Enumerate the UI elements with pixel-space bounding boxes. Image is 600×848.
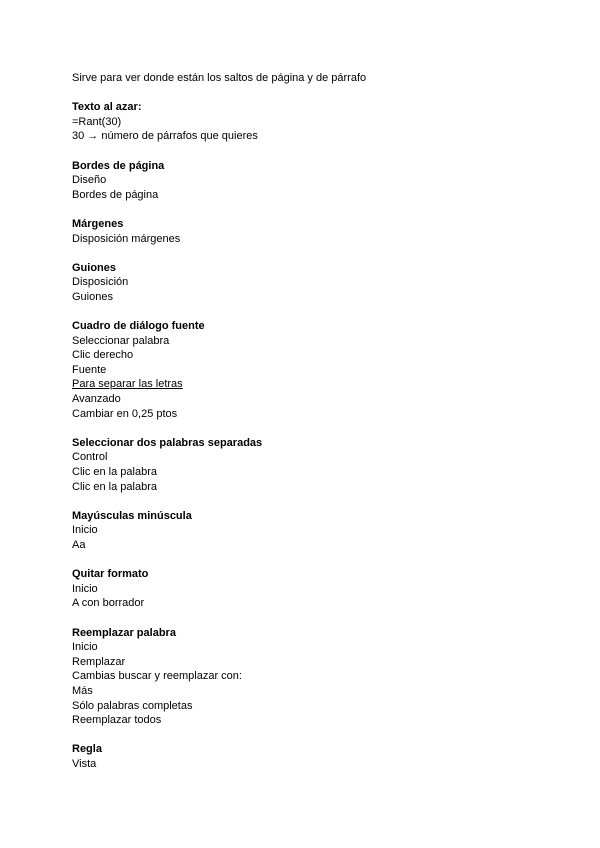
section-line: Inicio (72, 524, 98, 537)
section-heading: Bordes de página (72, 159, 165, 172)
section-regla (72, 742, 542, 771)
section-line: Más (72, 684, 93, 697)
section-heading: Seleccionar dos palabras separadas (72, 436, 263, 449)
section-seleccionar-dos-palabras (72, 436, 542, 494)
section-line: Remplazar (72, 655, 126, 668)
section-cuadro-dialogo-fuente (72, 319, 542, 421)
section-line: Inicio (72, 582, 98, 595)
document-page (72, 71, 542, 772)
section-line: Reemplazar todos (72, 714, 162, 727)
section-line: Bordes de página (72, 188, 159, 201)
section-heading: Quitar formato (72, 568, 149, 581)
section-line: Sólo palabras completas (72, 699, 193, 712)
section-margenes (72, 217, 542, 246)
underlined-line: Para separar las letras (72, 378, 183, 391)
section-line: Clic en la palabra (72, 466, 157, 479)
section-line: Clic derecho (72, 349, 134, 362)
section-guiones (72, 261, 542, 305)
section-line: Fuente (72, 363, 107, 376)
section-line: Avanzado (72, 393, 121, 406)
section-quitar-formato (72, 567, 542, 611)
section-line: Control (72, 451, 108, 464)
section-line: Disposición márgenes (72, 232, 181, 245)
section-heading: Mayúsculas minúscula (72, 509, 192, 522)
section-line: Aa (72, 539, 86, 551)
section-line: A con borrador (72, 597, 145, 610)
section-line: Vista (72, 757, 97, 770)
section-line: Seleccionar palabra (72, 334, 170, 347)
section-reemplazar-palabra (72, 626, 542, 728)
section-heading: Márgenes (72, 217, 124, 230)
intro-text: Sirve para ver donde están los saltos de página y de párrafo (72, 72, 367, 84)
section-line: 30 → número de párrafos que quieres (72, 130, 258, 143)
section-line: Cambiar en 0,25 ptos (72, 407, 178, 420)
section-bordes-de-pagina (72, 159, 542, 203)
section-texto-al-azar (72, 100, 542, 144)
section-line: Clic en la palabra (72, 480, 157, 493)
section-line: =Rant(30) (72, 115, 122, 128)
section-line: Diseño (72, 174, 107, 187)
section-heading: Regla (72, 743, 102, 756)
section-line: Guiones (72, 290, 113, 303)
section-heading: Guiones (72, 261, 117, 274)
section-heading: Cuadro de diálogo fuente (72, 320, 205, 333)
section-line: Inicio (72, 641, 98, 654)
section-heading: Texto al azar: (72, 101, 142, 114)
section-line: Cambias buscar y reemplazar con: (72, 670, 242, 683)
section-heading: Reemplazar palabra (72, 626, 176, 639)
section-mayusculas-minuscula (72, 509, 542, 553)
section-line: Disposición (72, 276, 129, 289)
